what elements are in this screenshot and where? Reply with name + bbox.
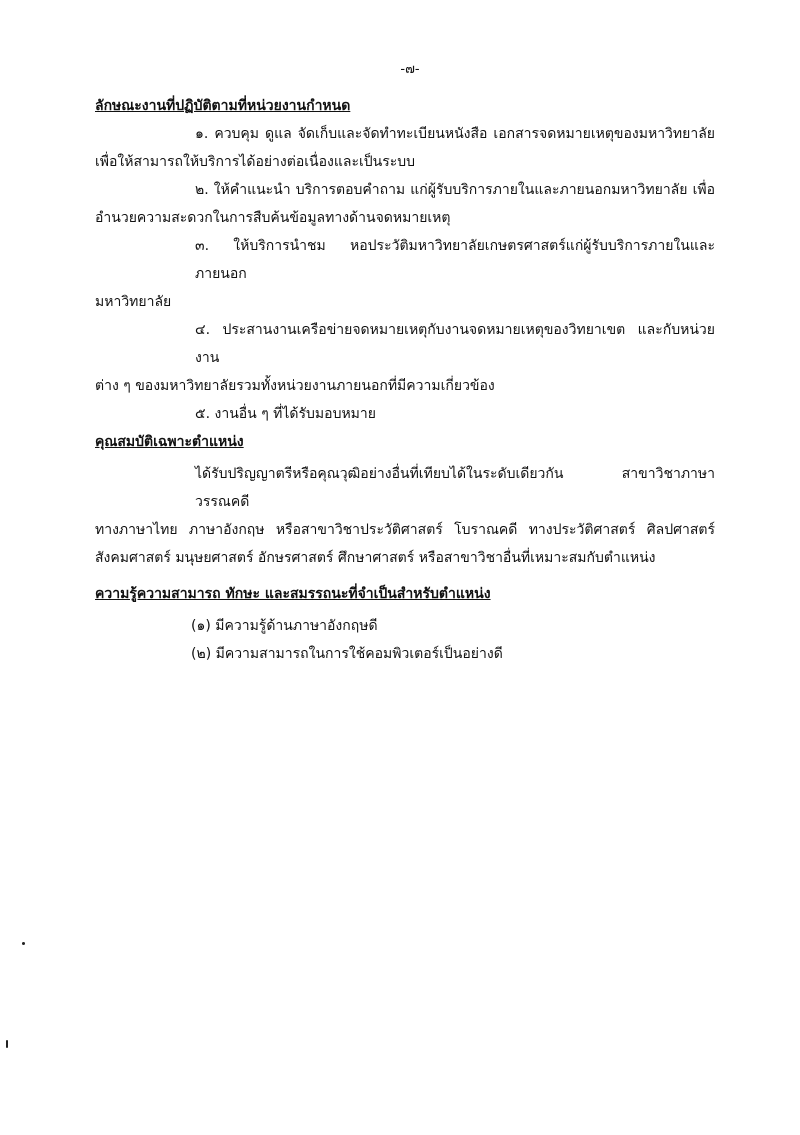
list-item <box>95 176 715 232</box>
section-heading-competencies: ความรู้ความสามารถ ทักษะ และสมรรถนะที่จำเป็นสำหรับตำแหน่ง <box>95 586 491 602</box>
paragraph-line: สังคมศาสตร์ มนุษยศาสตร์ อักษรศาสตร์ ศึกษาศาสตร์ หรือสาขาวิชาอื่นที่เหมาะสมกับตำแหน่ง <box>95 550 656 566</box>
list-item-line: เพื่อให้สามารถให้บริการได้อย่างต่อเนื่องและเป็นระบบ <box>95 154 416 170</box>
page-number: -๗- <box>400 62 420 77</box>
section-heading-job-duties: ลักษณะงานที่ปฏิบัติตามที่หน่วยงานกำหนด <box>95 98 351 114</box>
section-competencies <box>95 580 715 668</box>
list-item-line: ต่าง ๆ ของมหาวิทยาลัยรวมทั้งหน่วยงานภายนอกที่มีความเกี่ยวข้อง <box>95 378 495 394</box>
paragraph-line: ทางภาษาไทย ภาษาอังกฤษ หรือสาขาวิชาประวัติศาสตร์ โบราณคดี ทางประวัติศาสตร์ ศิลปศาสตร์ <box>95 522 715 538</box>
list-item: (๑) มีความรู้ด้านภาษาอังกฤษดี <box>191 618 378 634</box>
list-item <box>95 120 715 176</box>
document-body <box>95 92 715 668</box>
list-item-line: ๔. ประสานงานเครือข่ายจดหมายเหตุกับงานจดหมายเหตุของวิทยาเขต และกับหน่วยงาน <box>195 322 715 366</box>
section-qualifications <box>95 428 715 572</box>
section-job-duties <box>95 92 715 428</box>
scan-speck <box>6 1040 8 1048</box>
list-item-line: ๒. ให้คำแนะนำ บริการตอบคำถาม แก่ผู้รับบริการภายในและภายนอกมหาวิทยาลัย เพื่อ <box>195 182 715 198</box>
list-item <box>95 316 715 400</box>
list-item-line: อำนวยความสะดวกในการสืบค้นข้อมูลทางด้านจดหมายเหตุ <box>95 210 451 226</box>
list-item-line: ๕. งานอื่น ๆ ที่ได้รับมอบหมาย <box>195 406 376 422</box>
list-item: (๒) มีความสามารถในการใช้คอมพิวเตอร์เป็นอย่างดี <box>191 646 503 662</box>
list-item <box>95 400 715 428</box>
paragraph-line: ได้รับปริญญาตรีหรือคุณวุฒิอย่างอื่นที่เทียบได้ในระดับเดียวกัน สาขาวิชาภาษาวรรณคดี <box>195 466 715 510</box>
list-item-line: มหาวิทยาลัย <box>95 294 172 310</box>
list-item-line: ๓. ให้บริการนำชม หอประวัติมหาวิทยาลัยเกษตรศาสตร์แก่ผู้รับบริการภายในและภายนอก <box>195 238 715 282</box>
scan-speck <box>22 942 25 945</box>
section-heading-qualifications: คุณสมบัติเฉพาะตำแหน่ง <box>95 434 244 450</box>
list-item <box>95 232 715 316</box>
list-item-line: ๑. ควบคุม ดูแล จัดเก็บและจัดทำทะเบียนหนังสือ เอกสารจดหมายเหตุของมหาวิทยาลัย <box>195 126 715 142</box>
